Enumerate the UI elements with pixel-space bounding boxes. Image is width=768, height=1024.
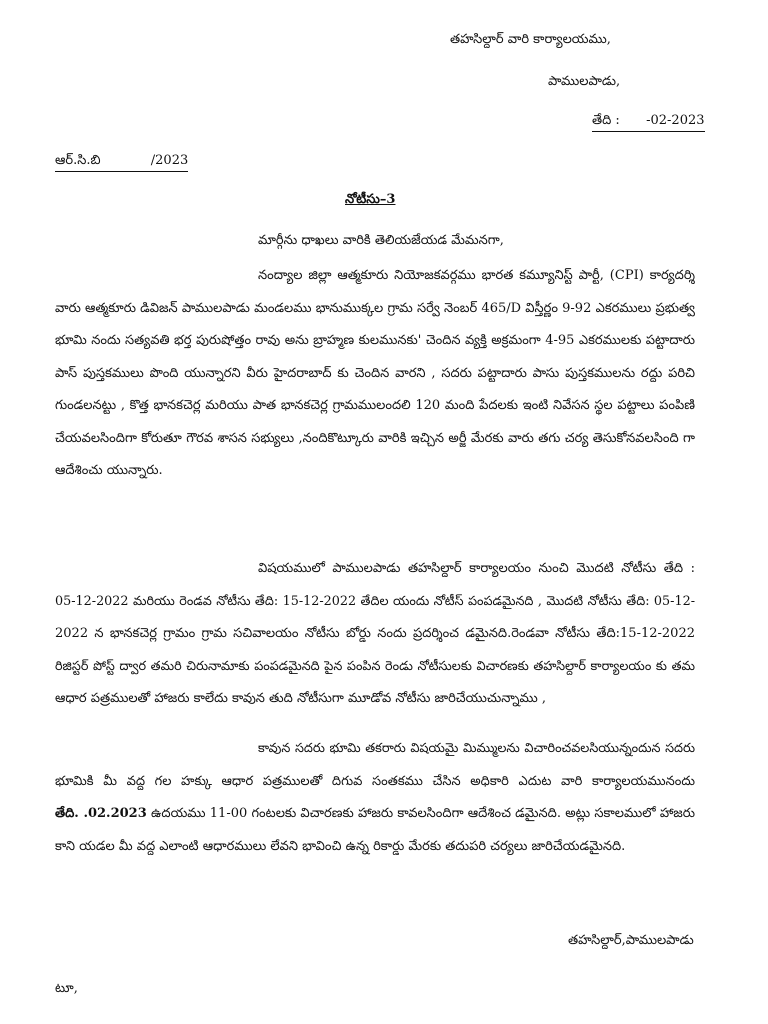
hearing-time-text: ఉదయము 11-00 గంటలకు విచారణకు హాజరు కావలసిందిగా ఆదేశించ డమైనది. అట్లు సకాలములో హాజరు xyxy=(146,806,696,821)
hearing-date: తేది. .02.2023 xyxy=(55,806,147,821)
notice-heading: నోటీసు–3 xyxy=(345,192,396,207)
reference-number: ఆర్.సి.బి xyxy=(55,153,101,168)
paragraph-line: ఆదేశించు యున్నారు. xyxy=(55,463,163,478)
paragraph-line: వారు ఆత్మకూరు డివిజన్ పాములపాడు మండలము భానుముక్కల గ్రామ సర్వే నెంబర్ 465/D విస్తీర్ణం 9-92 ఎకరములు ప్రభుత్వ xyxy=(55,300,695,316)
date-line xyxy=(592,112,705,132)
paragraph-summons xyxy=(55,733,695,863)
paragraph-line: చేయవలసిందిగా కోరుతూ గౌరవ శాసన సభ్యులు ,నందికొట్కూరు వారికి ఇచ్చిన అర్జీ మేరకు వారు తగు చర్య తెసుకోనవలసింది గా xyxy=(55,430,695,446)
office-place: పాములపాడు, xyxy=(548,74,621,89)
paragraph-line-hearing-date xyxy=(55,798,695,831)
paragraph-line: పాస్ పుస్తకములు పొంది యున్నారని వీరు హైదరాబాద్ కు చెందిన వారని , సదరు పట్టాదారు పాసు పుస్తకములను రద్దు పరిచి xyxy=(55,365,695,381)
reference-line xyxy=(55,152,188,172)
paragraph-line: నంద్యాల జిల్లా ఆత్మకూరు నియోజకవర్గము భారత కమ్యూనిస్ట్ పార్టీ, (CPI) కార్యదర్శి xyxy=(258,268,695,283)
paragraph-line: రిజిస్టర్ పోస్ట్ ద్వార తమరి చిరునామాకు పంపడమైనది పైన పంపిన రెండు నోటీసులకు విచారణకు తహసిల్దార్ కార్యాలయం కు తమ xyxy=(55,658,695,674)
paragraph-line: 05-12-2022 మరియు రెండవ నోటీసు తేది: 15-12-2022 తేదిల యందు నోటీస్ పంపడమైనది , మొదటి నోటీసు తేది: 05-12- xyxy=(55,593,695,609)
date-label: తేది : xyxy=(592,113,620,128)
office-title: తహసిల్దార్ వారి కార్యాలయము, xyxy=(450,32,611,47)
paragraph-line: విషయములో పాములపాడు తహసిల్దార్ కార్యాలయం నుంచి మొదటి నోటీసు తేది : xyxy=(258,561,695,576)
paragraph-line: కావున సదరు భూమి తకరారు విషయమై మిమ్ములను విచారించవలసియున్నందున సదరు xyxy=(258,741,695,756)
salutation: మార్గీను ధాఖలు వారికి తెలియజేయడ మేమనగా, xyxy=(258,233,504,248)
paragraph-line: ఆధార పత్రములతో హాజరు కాలేదు కావున తుది నోటీసుగా మూడోవ నోటీసు జారిచేయుచున్నాము , xyxy=(55,691,547,706)
paragraph-previous-notices xyxy=(55,553,695,716)
paragraph-line: 2022 న భానకచెర్ల గ్రామం గ్రామ సచివాలయం నోటీసు బోర్డు నందు ప్రదర్శించ డమైనది.రెండవా నోటీసు తేది:15-12-2022 xyxy=(55,626,695,641)
paragraph-line: భూమి నందు సత్యవతి భర్త పురుషోత్తం రావు అను బ్రాహ్మణ కులమునకు' చెందిన వ్యక్తి అక్రమంగా 4-95 ఎకరములకు పట్టాదారు xyxy=(55,333,695,348)
paragraph-line: భూమికి మీ వద్ద గల హక్కు ఆధార పత్రములతో దిగువ సంతకము చేసిన అధికారి ఎదుట వారి కార్యాలయమునందు xyxy=(55,773,695,789)
paragraph-line: గుండలనట్టు , కొత్త భానకచెర్ల మరియు పాత భానకచెర్ల గ్రామములందలి 120 మంది పేదలకు ఇంటి నివేసన స్థల పట్టాలు పంపిణి xyxy=(55,398,695,413)
date-value: -02-2023 xyxy=(646,113,705,128)
paragraph-complaint xyxy=(55,260,695,488)
addressee-label: టూ, xyxy=(55,981,78,996)
signature-block: తహసిల్దార్,పాములపాడు xyxy=(568,933,694,948)
reference-year: /2023 xyxy=(150,153,189,168)
paragraph-line: కాని యడల మీ వద్ద ఎలాంటి ఆధారములు లేవని భావించి ఉన్న రికార్డు మేరకు తదుపరి చర్యలు జారిచేయడమైనది. xyxy=(55,838,626,854)
